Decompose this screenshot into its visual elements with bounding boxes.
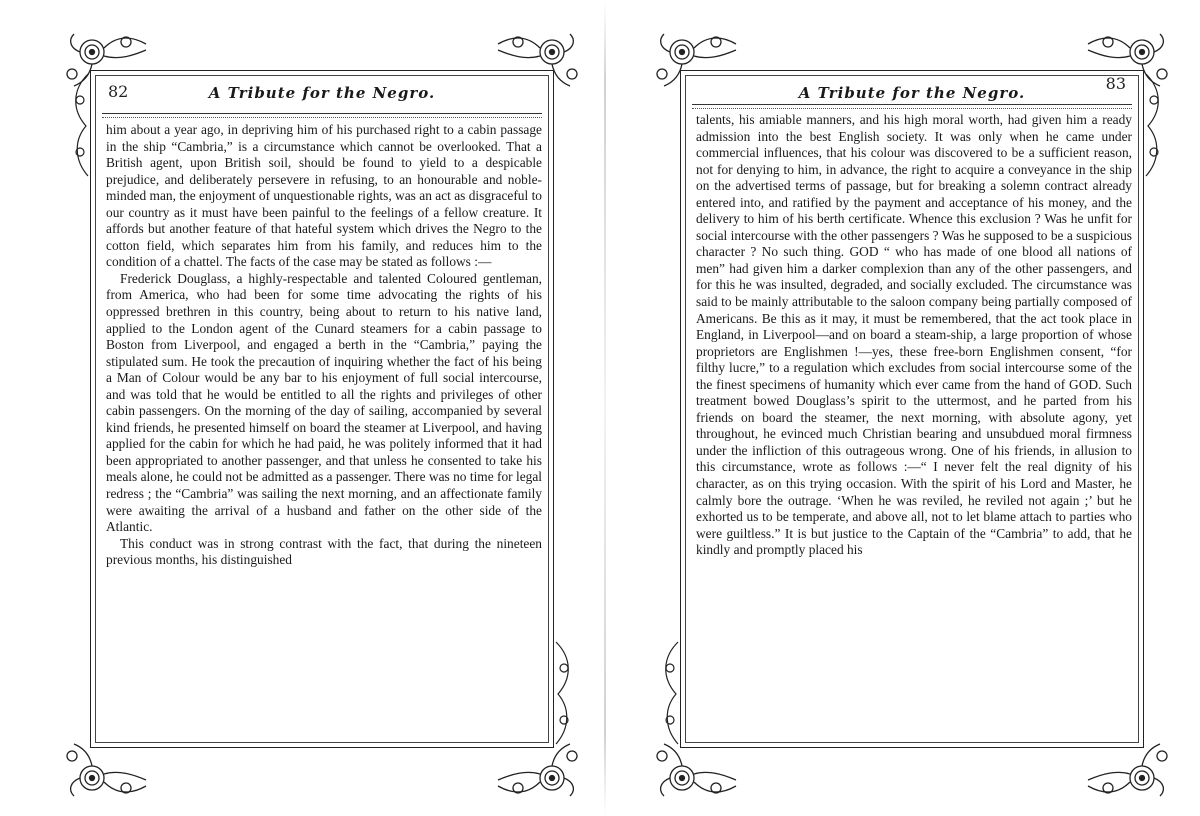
side-scroll-ornament [1140, 70, 1166, 180]
paragraph: him about a year ago, in depriving him of his purchased right to a cabin passage in the ship “Cambria,” is a circumstance which cannot be overlooked. That a British agent, upon British soil, should be found to yield to a despicable prejudice, and deliberately persevere in refusing, to an honourable and noble-minded man, the enjoyment of unquestionable rights, was an act as disgraceful to our country as it must have been painful to the feelings of a fellow creature. It affords but another feature of that hateful system which drives the Negro to the cotton field, which separates him from his family, and reduces him to the condition of a chattel. The facts of the case may be stated as follows :— [106, 122, 542, 270]
corner-ornament-bottom-left [652, 740, 742, 800]
header-rule [102, 113, 542, 120]
paragraph: This conduct was in strong contrast with the fact, that during the nineteen previous months, his distinguished [106, 535, 542, 568]
side-scroll-ornament [658, 638, 684, 748]
running-head: A Tribute for the Negro. [208, 84, 436, 102]
header-rule [692, 104, 1132, 111]
corner-ornament-bottom-right [492, 740, 582, 800]
paragraph: Frederick Douglass, a highly-respectable and talented Coloured gentleman, from America, who had been for some time advocating the rights of his oppressed brethren in this country, being about to return to his native land, applied to the London agent of the Cunard steamers for a cabin passage to Boston from Liverpool, and engaged a berth in the “Cambria,” paying the stipulated sum. He took the precaution of inquiring whether the fact of his being a Man of Colour would be any bar to his enjoyment of full social intercourse, and was told that he would be entitled to all the rights and privileges of other cabin passengers. On the morning of the day of sailing, accompanied by several kind friends, he presented himself on board the steamer at Liverpool, and having applied for the cabin for which he had paid, he was politely informed that it had been appropriated to another passenger, and that unless he consented to take his meals alone, he could not be admitted as a passenger. There was no time for legal redress ; the “Cambria” was sailing the next morning, and an affectionate family were awaiting the arrival of a husband and father on the other side of the Atlantic. [106, 270, 542, 535]
page-number: 83 [1105, 74, 1126, 93]
side-scroll-ornament [550, 638, 576, 748]
right-page [652, 30, 1172, 800]
paragraph: talents, his amiable manners, and his high moral worth, had given him a ready admission into the best English society. It was only when he came under commercial influences, that his colour was discovered to be a sufficient reason, not for denying to him, in advance, the right to acquire a conveyance in the ship on the advertised terms of passage, but for breaking a solemn contract already entered into, and ratified by the payment and acceptance of his money, and the delivery to him of his berth certificate. Whence this exclusion ? Was he unfit for social intercourse with the other passengers ? Was he supposed to be a suspicious character ? No such thing. GOD “ who has made of one blood all nations of men” had given him a darker complexion than any of the other passengers, and for this he was insulted, degraded, and socially excluded. The circumstance was said to be mainly attributable to the saloon company being partially composed of Americans. Be this as it may, it must be remembered, that the act took place in England, in Liverpool—and on board a steam-ship, a large proportion of whose proprietors are Englishmen !—yes, these free-born Englishmen consent, “for filthy lucre,” to a regulation which excludes from social intercourse some of the the finest specimens of humanity which ever came from the hand of GOD. Such treatment bowed Douglass’s spirit to the uttermost, and he parted from his friends on board the steamer, the next morning, with absolute agony, yet throughout, he evinced much Christian bearing and unsubdued moral firmness under the infliction of this outrageous wrong. One of his friends, in allusion to this circumstance, wrote as follows :—“ I never felt the real dignity of his character, as on this trying occasion. With the spirit of his Lord and Master, he calmly bore the outrage. ‘When he was reviled, he reviled not again ;’ but he exhorted us to be temperate, and above all, not to let blame attach to parties who were guiltless.” It is but justice to the Captain of the “Cambria” to add, that he kindly and promptly placed his [696, 112, 1132, 558]
left-page [62, 30, 582, 800]
corner-ornament-bottom-left [62, 740, 152, 800]
corner-ornament-bottom-right [1082, 740, 1172, 800]
body-text [696, 112, 1132, 559]
side-scroll-ornament [68, 70, 94, 180]
book-gutter [604, 0, 606, 816]
body-text [106, 122, 542, 569]
page-number: 82 [108, 82, 129, 101]
running-head: A Tribute for the Negro. [798, 84, 1026, 102]
page-header [102, 80, 542, 108]
